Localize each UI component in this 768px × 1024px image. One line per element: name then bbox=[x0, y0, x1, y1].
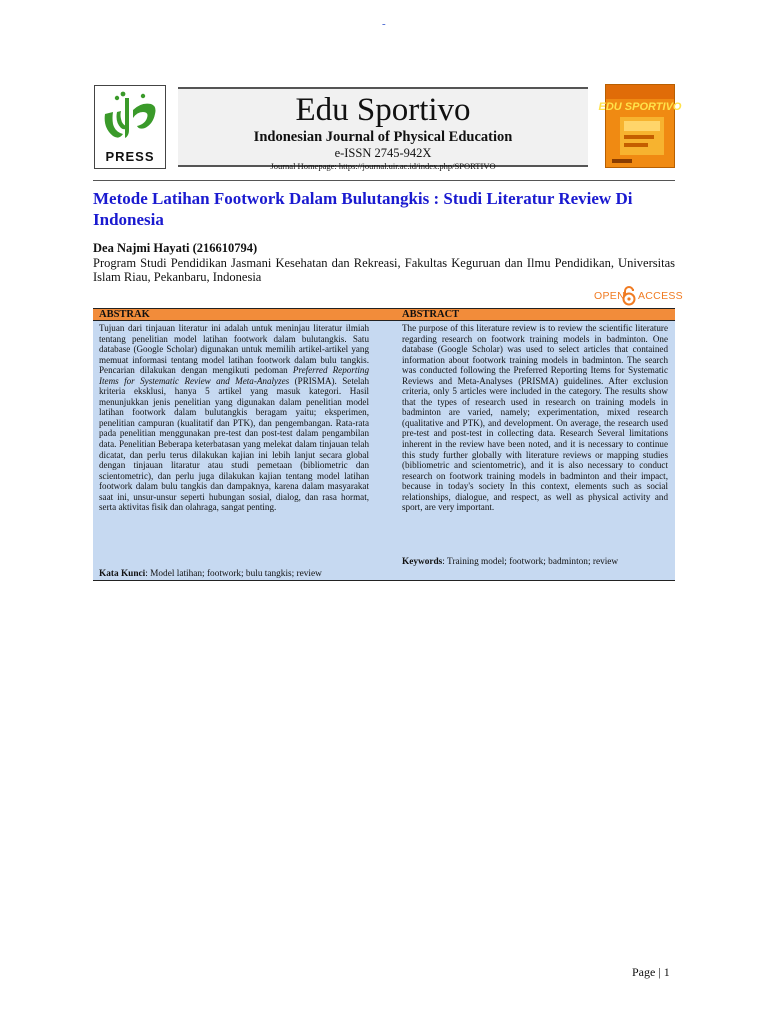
keywords bbox=[402, 557, 618, 568]
open-access-text: OPEN bbox=[594, 290, 625, 302]
abstract-text bbox=[402, 323, 668, 513]
journal-issn: e-ISSN 2745-942X bbox=[334, 146, 432, 160]
access-text: ACCESS bbox=[638, 290, 683, 302]
abstrak-text-part1: Tujuan dari tinjauan literatur ini adalah untuk meninjau literatur ilmiah tentang penelitian model latihan footwork dalam bulutangkis. Satu database (Google Scholar) digunakan untuk memilih artikel-artikel yang memuat informasi tentang model latihan footwork dalam bulu tangkis. Pencarian dilakukan dengan mengikuti pedoman bbox=[99, 323, 369, 376]
abstrak-text bbox=[99, 323, 369, 513]
keywords-label: Keywords bbox=[402, 557, 443, 567]
kata-kunci-values: : Model latihan; footwork; bulu tangkis; review bbox=[145, 569, 322, 579]
abstract-header-row bbox=[93, 308, 675, 321]
uir-press-logo bbox=[94, 85, 166, 169]
abstract-text-body: The purpose of this literature review is to review the scientific literature regarding research on footwork training models in badminton. One database (Google Scholar) was used to select articles that contained information about footwork training models in badminton. The search was conducted following the Preferred Reporting Items for Systematic Reviews and Meta-Analyses (PRISMA) guidelines. After exclusion criteria, only 5 articles were included in the category. The results show that the types of research used in research on training models in badminton are varied, namely; experimentation, mixed research (qualitative and PTK), and development. On average, the research used pre-test and post-test in collecting data. Research Several limitations inherent in the review have been noted, and it is necessary to continue this study further globally with literature reviews or mapping studies (bibliometric and scientometric), and it is also necessary to conduct research on footwork training models in badminton and their impact, because in today's society In this context, elements such as social relationships, dialogue, and respect, as well as physical activity and sport, are very important. bbox=[402, 323, 668, 513]
journal-subtitle: Indonesian Journal of Physical Education bbox=[253, 129, 513, 145]
article-title: Metode Latihan Footwork Dalam Bulutangkis : Studi Literatur Review Di Indonesia bbox=[93, 189, 633, 229]
abstract-table bbox=[93, 308, 675, 581]
abstract-bottom-rule bbox=[93, 580, 675, 581]
journal-homepage[interactable]: Journal Homepage: https://journal.uir.ac.id/index.php/SPORTIVO bbox=[270, 161, 496, 171]
abstrak-text-part2: (PRISMA). Setelah kriteria eksklusi, hanya 5 artikel yang masuk kategori. Hasil menunjukkan jenis penelitian yang digunakan dalam penelitian model latihan footwork dalam bulutangkis beragam yaitu; eksperimen, penelitian campuran (kualitatif dan PTK), dan pengembangan. Rata-rata pada penelitian menggunakan pre-test dan post-test dalam pengambilan data. Penelitian Beberapa keterbatasan yang melekat dalam tinjauan telah dicatat, dan perlu terus dilakukan kajian ini lebih lanjut secara global dengan tinjauan litaratur atau studi pemetaan (bibliometric dan scientometric), dan perlu juga dilakukan kajian tentang model latihan footwork dalam bulu tangkis dan dampaknya, karena dalam masyarakat saat ini, unsur-unsur seperti hubungan sosial, dialog, dan rasa hormat, serta aktivitas fisik dan olahraga, sangat penting. bbox=[99, 375, 369, 513]
journal-header bbox=[178, 87, 588, 171]
open-lock-icon bbox=[621, 286, 637, 306]
author-name: Dea Najmi Hayati (216610794) bbox=[93, 241, 258, 255]
top-link[interactable]: - bbox=[382, 18, 386, 30]
kata-kunci bbox=[99, 569, 322, 580]
open-access-badge bbox=[594, 286, 683, 306]
author-affiliation: Program Studi Pendidikan Jasmani Kesehatan dan Rekreasi, Fakultas Keguruan dan Ilmu Pendidikan, Universitas Islam Riau, Pekanbaru, Indonesia bbox=[93, 256, 675, 284]
header-divider bbox=[93, 180, 675, 181]
kata-kunci-label: Kata Kunci bbox=[99, 569, 146, 579]
page-number: Page | 1 bbox=[632, 965, 670, 979]
journal-cover-image bbox=[598, 84, 682, 168]
cover-title: EDU SPORTIVO bbox=[598, 101, 682, 113]
abstract-heading: ABSTRACT bbox=[402, 309, 460, 320]
abstrak-text-italic: Preferred Reporting Items for Systematic Review and Meta-Analyzes bbox=[99, 365, 369, 386]
journal-title: Edu Sportivo bbox=[295, 92, 471, 128]
abstrak-heading: ABSTRAK bbox=[99, 309, 150, 320]
keywords-values: : Training model; footwork; badminton; review bbox=[442, 557, 619, 567]
journal-cover-icon bbox=[598, 85, 682, 167]
press-label: PRESS bbox=[105, 149, 155, 164]
uir-logo-icon bbox=[95, 86, 165, 148]
